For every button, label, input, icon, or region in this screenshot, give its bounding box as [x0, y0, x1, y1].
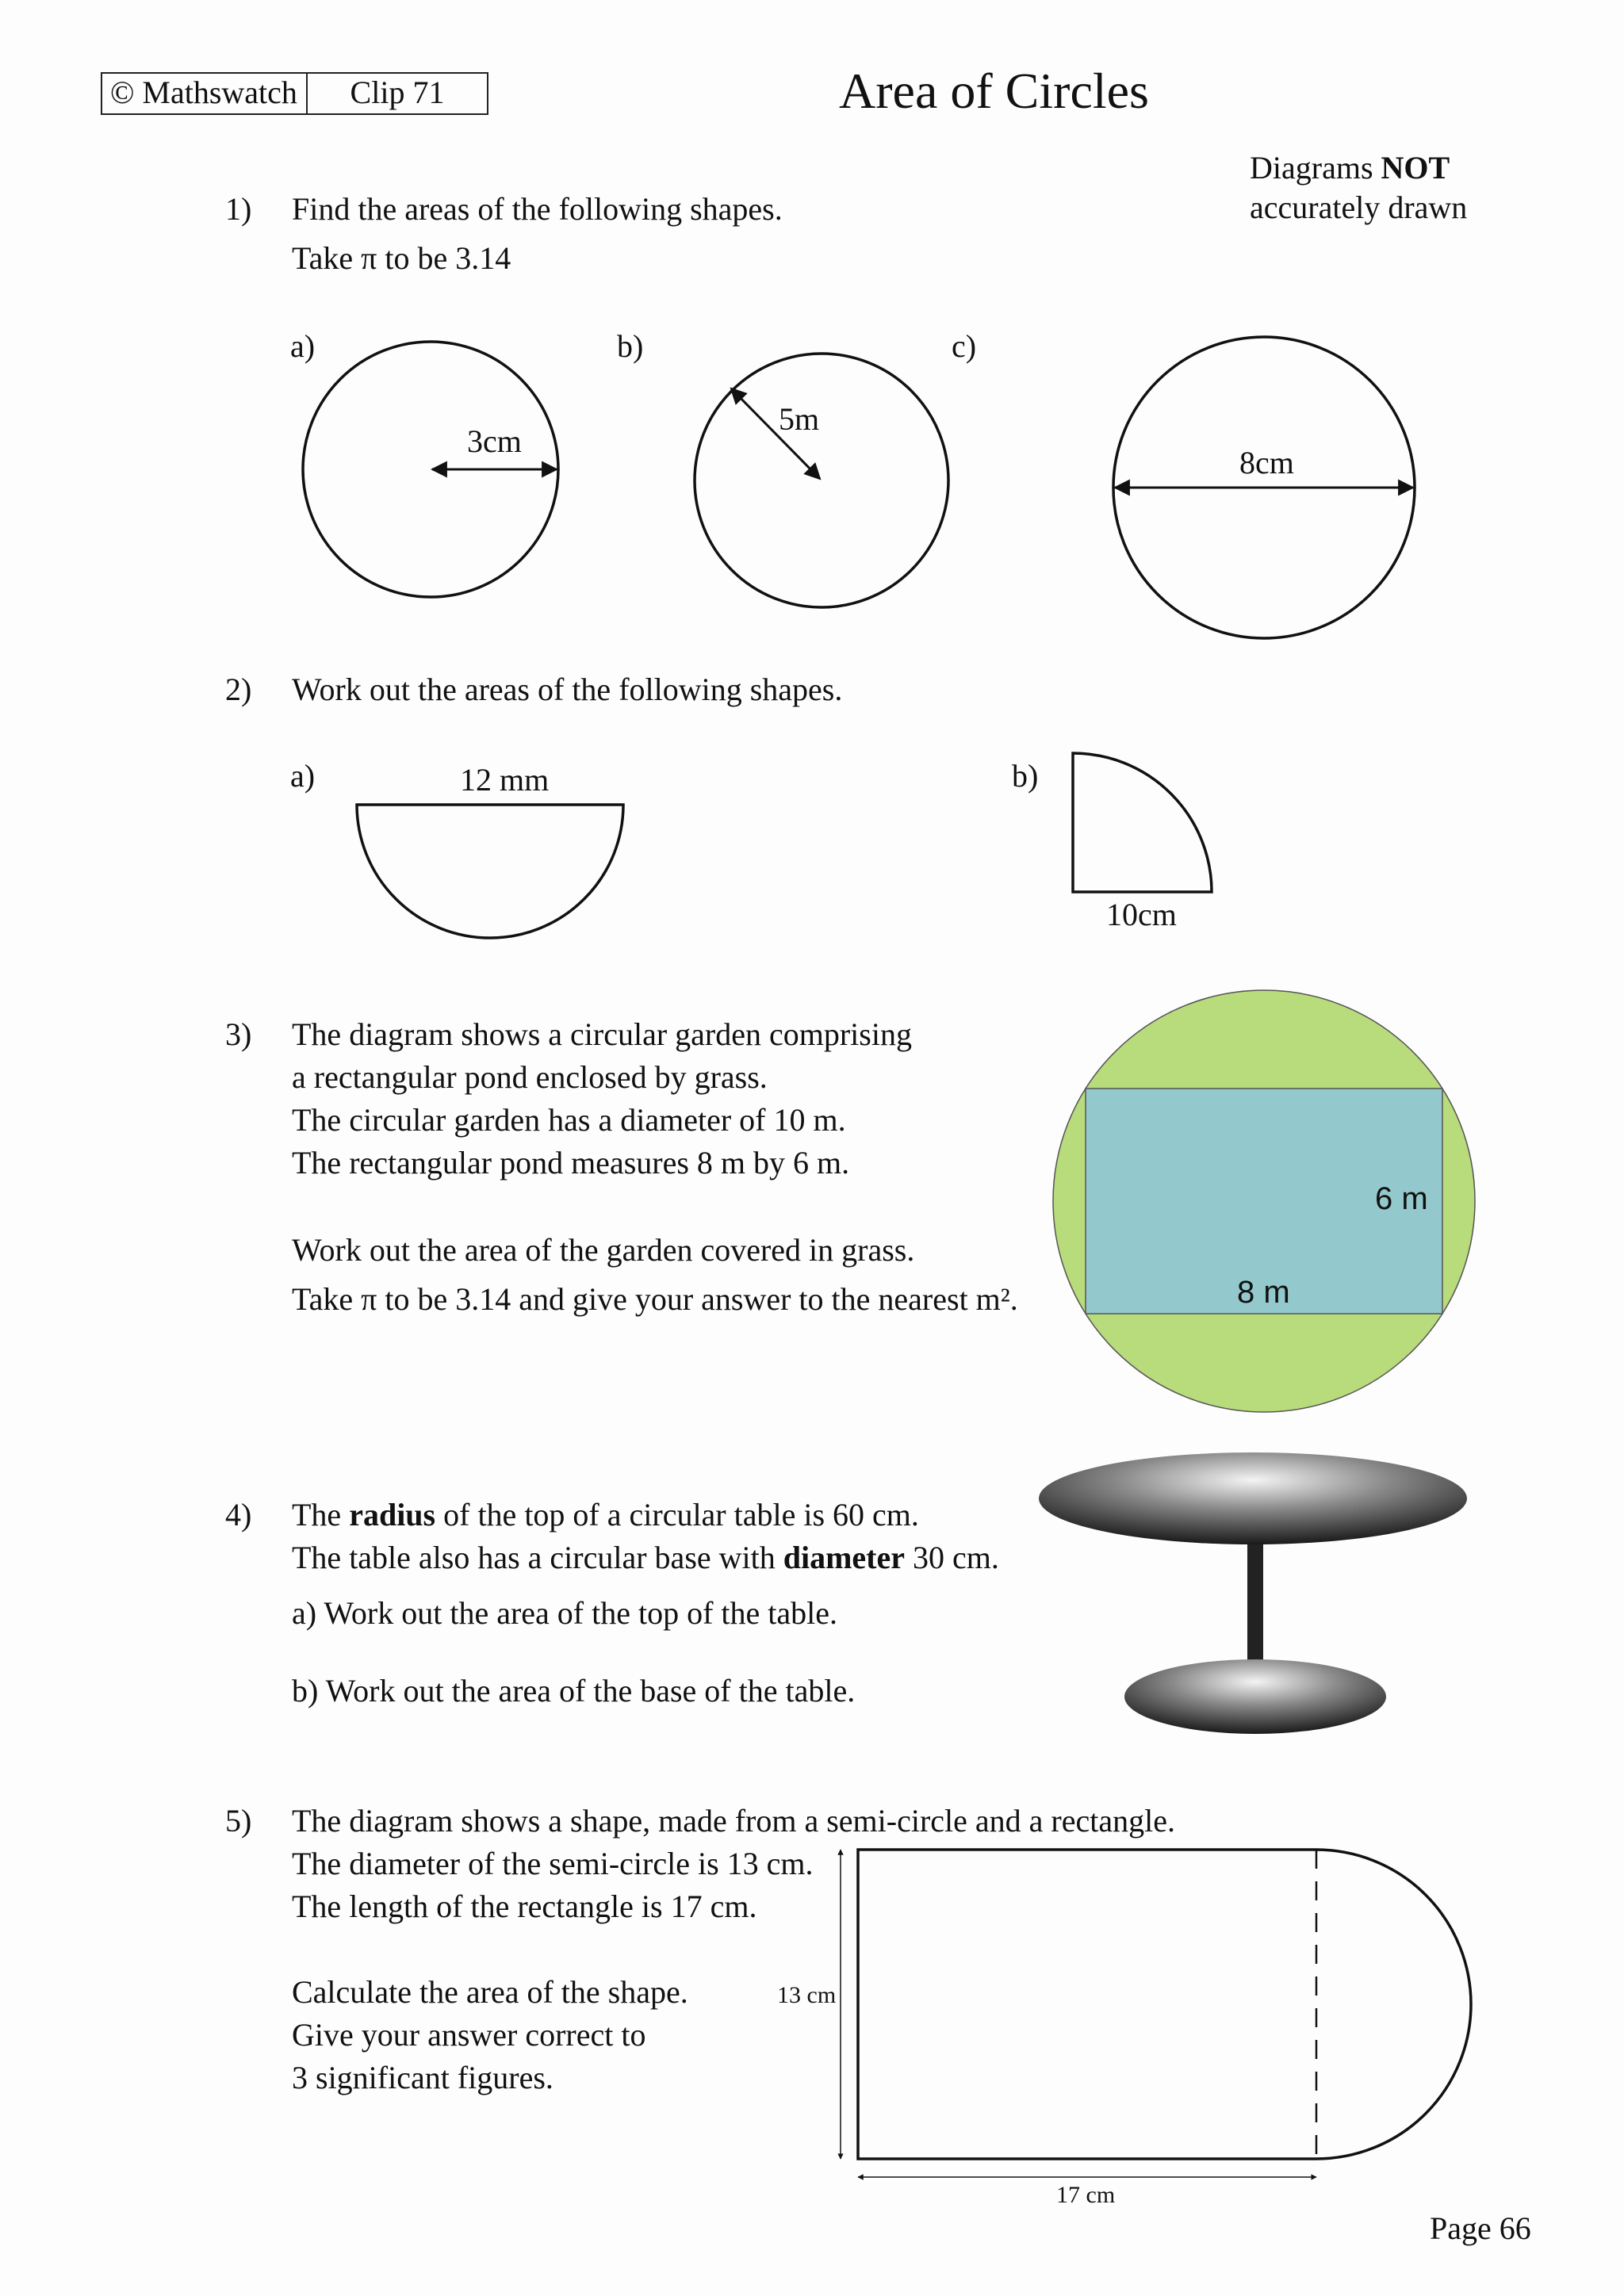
q5-task-1: Calculate the area of the shape.	[292, 1974, 688, 2010]
q1c-circle	[1113, 337, 1415, 638]
q1c-measure: 8cm	[1239, 445, 1294, 480]
q1-text: Find the areas of the following shapes.	[292, 191, 783, 227]
clip-label: Clip 71	[350, 75, 445, 110]
q3-line-4: The rectangular pond measures 8 m by 6 m.	[292, 1145, 850, 1181]
copyright-label: © Mathswatch	[102, 74, 308, 113]
q5-length-label: 17 cm	[1056, 2182, 1116, 2208]
q1b-label: b)	[617, 328, 644, 364]
q5-line-1: The diagram shows a shape, made from a semi-circle and a rectangle.	[292, 1803, 1175, 1839]
q2a-measure: 12 mm	[460, 762, 550, 798]
diagram-note: Diagrams NOT accurately drawn	[1250, 150, 1468, 225]
q2-text: Work out the areas of the following shapes.	[292, 672, 843, 707]
q2-number: 2)	[225, 672, 252, 707]
q1a-label: a)	[290, 328, 316, 364]
q5-task-2: Give your answer correct to	[292, 2017, 646, 2053]
q1b-measure: 5m	[779, 401, 820, 437]
q5-composite-shape	[841, 1850, 1471, 2177]
q4-line-2: The table also has a circular base with diameter 30 cm.	[292, 1540, 999, 1575]
q2a-label: a)	[290, 758, 316, 794]
q3-line-1: The diagram shows a circular garden comprising	[292, 1016, 912, 1052]
q2b-label: b)	[1012, 758, 1039, 794]
q2b-measure: 10cm	[1106, 897, 1177, 932]
q1a-measure: 3cm	[467, 423, 522, 459]
q5-task-3: 3 significant figures.	[292, 2060, 553, 2095]
q2a-semicircle	[357, 805, 623, 938]
q5-line-3: The length of the rectangle is 17 cm.	[292, 1888, 757, 1924]
q2b-quarter-circle	[1073, 753, 1212, 892]
table-top	[1039, 1452, 1467, 1544]
q4-table-illustration	[1039, 1452, 1467, 1734]
q4-line-1: The radius of the top of a circular table is 60 cm.	[292, 1497, 919, 1533]
q1c-label: c)	[952, 328, 977, 364]
q3-pond-height: 6 m	[1375, 1181, 1428, 1216]
q1-number: 1)	[225, 191, 252, 227]
q1b-circle	[695, 354, 948, 607]
q4-number: 4)	[225, 1497, 252, 1533]
q3-pond-width: 8 m	[1237, 1275, 1290, 1310]
q1-pi-note: Take π to be 3.14	[292, 240, 511, 276]
q3-number: 3)	[225, 1016, 252, 1052]
q5-number: 5)	[225, 1803, 252, 1839]
q3-line-3: The circular garden has a diameter of 10 m.	[292, 1102, 846, 1138]
q3-task: Work out the area of the garden covered in grass.	[292, 1232, 915, 1268]
table-base	[1124, 1659, 1386, 1734]
q4-part-a: a) Work out the area of the top of the table.	[292, 1595, 838, 1631]
q3-line-2: a rectangular pond enclosed by grass.	[292, 1059, 768, 1095]
page-title: Area of Circles	[839, 63, 1149, 119]
q5-line-2: The diameter of the semi-circle is 13 cm.	[292, 1846, 814, 1881]
q4-part-b: b) Work out the area of the base of the table.	[292, 1673, 856, 1709]
q3-pi-note: Take π to be 3.14 and give your answer to the nearest m².	[292, 1281, 1018, 1317]
page-number: Page 66	[1430, 2210, 1531, 2246]
q1a-circle	[303, 342, 558, 597]
q5-height-label: 13 cm	[777, 1982, 837, 2008]
